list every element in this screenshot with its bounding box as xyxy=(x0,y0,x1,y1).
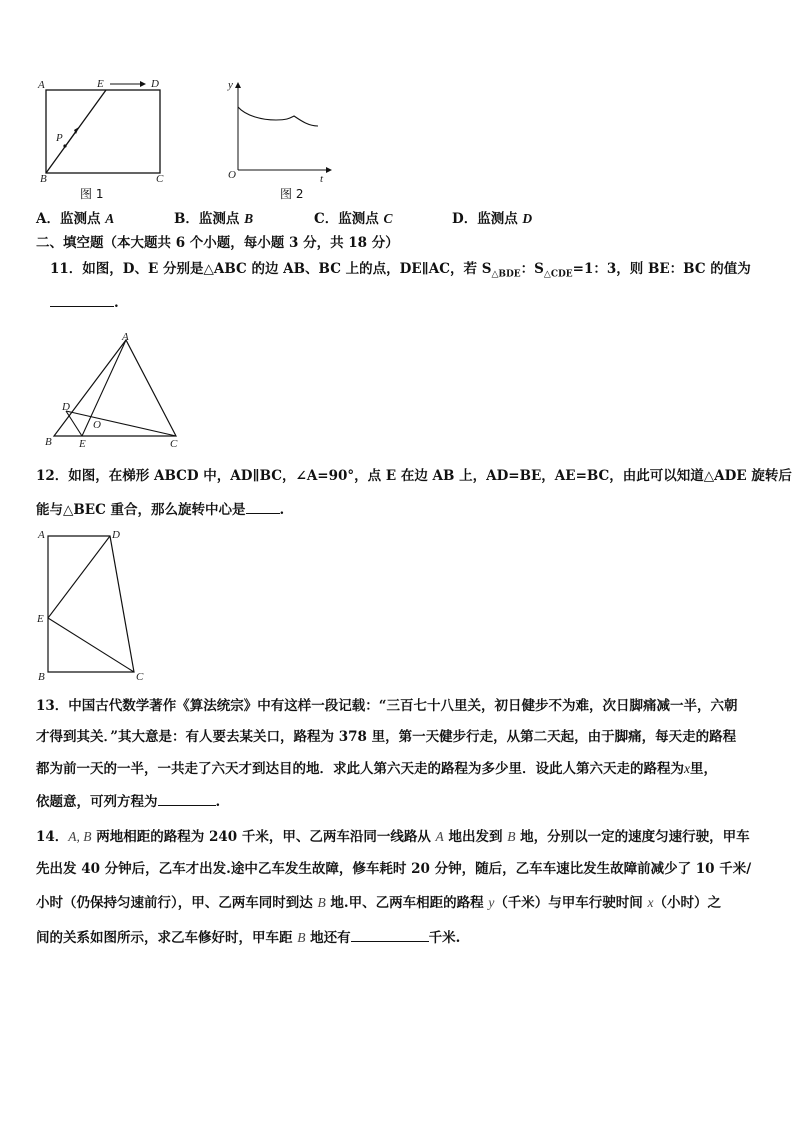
question-13-line-2: 才得到其关．”其大意是：有人要去某关口，路程为 378 里，第一天健步行走，从第二天起，由于脚痛，每天走的路程 xyxy=(36,729,737,745)
label-D: D xyxy=(151,78,159,90)
label-B: B xyxy=(45,436,52,448)
question-13-line-4: 依题意，可列方程为 . xyxy=(36,791,220,811)
label-C: C xyxy=(136,671,144,683)
option-d[interactable]: D．监测点 D xyxy=(452,211,533,227)
label-C: C xyxy=(156,173,164,185)
question-12-trapezoid-figure xyxy=(36,526,156,684)
label-D: D xyxy=(112,529,120,541)
figure-2-caption: 图 2 xyxy=(280,187,304,201)
label-P: P xyxy=(56,132,63,144)
label-A: A xyxy=(122,331,129,343)
question-14-line-3: 小时（仍保持匀速前行），甲、乙两车同时到达 B 地.甲、乙两车相距的路程 y（千米）与甲车行驶时间 x（小时）之 xyxy=(36,895,722,911)
label-E: E xyxy=(37,613,44,625)
figure-2-graph xyxy=(222,74,334,186)
question-14-line-2: 先出发 40 分钟后，乙车才出发.途中乙车发生故障，修车耗时 20 分钟，随后，乙车车速比发生故障前减少了 10 千米/ xyxy=(36,861,752,877)
label-B: B xyxy=(40,173,47,185)
option-b[interactable]: B．监测点 B xyxy=(174,211,254,227)
question-13-answer-blank[interactable] xyxy=(158,791,216,806)
axis-label-y: y xyxy=(228,79,233,91)
question-11-answer-blank[interactable]: . xyxy=(50,292,119,312)
question-14-answer-blank[interactable] xyxy=(351,927,429,942)
question-14-line-1: 14．A, B 两地相距的路程为 240 千米，甲、乙两车沿同一线路从 A 地出发到 B 地，分别以一定的速度匀速行驶，甲车 xyxy=(36,829,750,845)
option-c[interactable]: C．监测点 C xyxy=(314,211,393,227)
question-13-line-1: 13．中国古代数学著作《算法统宗》中有这样一段记载：“三百七十八里关，初日健步不为难，次日脚痛减一半，六朝 xyxy=(36,698,738,714)
question-12-answer-blank[interactable] xyxy=(246,499,280,514)
label-B: B xyxy=(38,671,45,683)
section-title: 二、填空题（本大题共 6 个小题，每小题 3 分，共 18 分） xyxy=(36,235,399,251)
question-12-line-1: 12．如图，在梯形 ABCD 中，AD∥BC，∠A=90°，点 E 在边 AB 上，AD=BE，AE=BC，由此可以知道△ADE 旋转后 xyxy=(36,468,792,484)
axis-label-t: t xyxy=(320,173,324,185)
label-O: O xyxy=(93,419,101,431)
figure-1-rectangle-diagram xyxy=(36,76,176,186)
label-D: D xyxy=(62,401,70,413)
label-A: A xyxy=(38,79,45,91)
figure-1-caption: 图 1 xyxy=(80,187,104,201)
label-A: A xyxy=(38,529,45,541)
label-E: E xyxy=(79,438,86,450)
option-a[interactable]: A．监测点 A xyxy=(36,211,115,227)
axis-label-O: O xyxy=(228,169,236,181)
label-C: C xyxy=(170,438,178,450)
label-E: E xyxy=(97,78,104,90)
question-13-line-3: 都为前一天的一半，一共走了六天才到达目的地．求此人第六天走的路程为多少里．设此人第六天走的路程为x里， xyxy=(36,761,717,777)
question-11-triangle-figure xyxy=(42,332,192,452)
question-14-line-4: 间的关系如图所示，求乙车修好时，甲车距 B 地还有 千米. xyxy=(36,927,460,947)
question-11-text: 11．如图，D、E 分别是△ABC 的边 AB、BC 上的点，DE∥AC，若 $S_{\triangle BDE}$：$S_{\triangle CDE}=1$：3，则 BE：BC 的值为 xyxy=(50,261,751,280)
question-12-line-2: 能与△BEC 重合，那么旋转中心是 . xyxy=(36,499,284,519)
